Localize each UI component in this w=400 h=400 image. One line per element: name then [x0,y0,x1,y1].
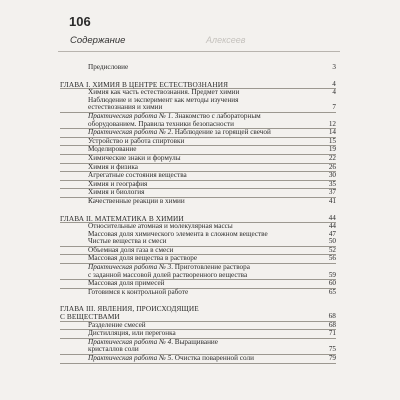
toc-entry-text: ГЛАВА I. ХИМИЯ В ЦЕНТРЕ ЕСТЕСТВОЗНАНИЯ [60,79,229,89]
toc-page-number: 59 [328,270,336,279]
practical-work-label: Практическая работа № 2 [88,128,172,137]
toc-page-number: 56 [328,254,336,263]
toc-entry-text: Моделирование [88,145,137,154]
toc-entry-text: с заданной массовой долей растворенного вещества [88,270,248,279]
toc-entry-line [60,313,320,321]
toc-entry[interactable] [60,97,336,113]
toc-entry[interactable] [60,113,336,129]
toc-entry-line [88,247,320,255]
toc-entry-text: Химия и биология [88,188,145,197]
practical-work-label: Практическая работа № 3 [88,263,172,272]
toc-entry-text: Массовая доля примесей [88,279,165,288]
page-header [58,14,340,52]
toc-page-number: 44 [328,222,336,231]
toc-entry[interactable] [60,198,336,206]
toc-entry-text: Качественные реакции в химии [88,196,185,205]
toc-entry-text: Дистилляция, или перегонка [88,329,176,338]
toc-entry-text: С ВЕЩЕСТВАМИ [60,312,120,322]
section-title: Содержание [70,35,126,46]
toc-entry-line [88,355,320,363]
toc-entry-text: Наблюдение и эксперимент как методы изучения [88,95,239,104]
toc-page-number: 30 [328,171,336,180]
toc-entry-text: кристаллов соли [88,345,139,354]
toc-page-number: 19 [328,145,336,154]
toc-entry-text: . Наблюдение за горящей свечой [171,128,271,137]
toc-entry-line [88,238,320,246]
toc-page-number: 26 [328,162,336,171]
toc-entry-text: Готовимся к контрольной работе [88,287,189,296]
toc-entry-text: Химические знаки и формулы [88,153,181,162]
toc-entry[interactable] [60,289,336,297]
toc-entry-text: Объемная доля газа в смеси [88,245,174,254]
toc-entry-line [88,255,320,263]
toc-entry-line [60,215,320,223]
toc-entry-text: . Очистка поваренной соли [171,354,254,362]
toc-entry-line [88,138,320,146]
toc-entry-text: Относительные атомная и молекулярная массы [88,222,233,231]
toc-entry-line [88,330,320,338]
toc-entry-text: Химия как часть естествознания. Предмет химии [88,88,240,97]
table-of-contents [60,64,336,364]
toc-entry-text: . Знакомство с лабораторным [171,111,261,120]
practical-work-label: Практическая работа № 1 [88,111,172,120]
toc-page-number: 14 [328,128,336,137]
toc-entry-line [88,155,320,163]
toc-entry-text: Устройство и работа спиртовки [88,136,185,145]
toc-entry-line [88,198,320,206]
toc-entry-text: Химия и география [88,179,148,188]
toc-page-number: 12 [328,119,336,128]
toc-entry-text: ГЛАВА II. МАТЕМАТИКА В ХИМИИ [60,213,184,223]
toc-entry-text: оборудованием. Правила техники безопасности [88,119,234,128]
toc-entry-text: естествознания и химии [88,103,163,112]
toc-entry-text: Массовая доля вещества в растворе [88,254,198,263]
toc-page-number: 60 [328,279,336,288]
toc-page-number: 50 [328,237,336,246]
bleed-through-text: Алексеев [206,35,246,45]
toc-page-number: 15 [328,136,336,145]
toc-page-number: 4 [332,88,336,97]
toc-entry-line [88,164,320,172]
toc-entry-text: Чистые вещества и смеси [88,237,167,246]
toc-page-number: 41 [328,196,336,205]
toc-page-number: 4 [332,79,336,88]
toc-entry-text: Массовая доля химического элемента в сложном веществе [88,229,268,238]
toc-entry-line [88,146,320,154]
toc-entry-line [88,181,320,189]
toc-page-number: 71 [328,329,336,338]
toc-entry-text: ГЛАВА III. ЯВЛЕНИЯ, ПРОИСХОДЯЩИЕ [60,304,199,314]
toc-page-number: 68 [328,320,336,329]
toc-entry-text: Химия и физика [88,162,138,171]
toc-entry-line [88,189,320,197]
toc-entry-line [88,121,320,129]
toc-page-number: 79 [328,354,336,362]
toc-page-number: 37 [328,188,336,197]
toc-entry-text: . Выращивание [171,337,218,346]
toc-entry-text: Агрегатные состояния вещества [88,171,187,180]
toc-entry-line [88,129,320,137]
toc-page-number: 7 [332,103,336,112]
toc-entry-line [88,289,320,297]
toc-entry-line [88,64,320,72]
toc-entry-line [60,81,320,89]
toc-entry-line [88,346,320,354]
practical-work-label: Практическая работа № 5 [88,354,172,362]
page-number: 106 [69,14,91,29]
toc-entry-text: Разделение смесей [88,320,146,329]
header-divider [58,51,340,52]
toc-page-number: 47 [328,229,336,238]
toc-page-number: 44 [328,213,336,222]
toc-page-number: 35 [328,179,336,188]
toc-page-number: 75 [328,345,336,354]
toc-page-number: 52 [328,245,336,254]
toc-entry[interactable] [60,64,336,72]
toc-entry-text: Предисловие [88,63,129,71]
toc-chapter[interactable] [60,305,336,321]
toc-page-number: 65 [328,287,336,296]
toc-entry[interactable] [60,264,336,280]
toc-entry-line [88,272,320,280]
toc-page-number: 68 [328,312,336,321]
toc-entry-text: . Приготовление раствора [171,263,250,272]
toc-entry-line [88,172,320,180]
toc-entry-line [88,104,320,112]
toc-entry[interactable] [60,339,336,355]
toc-entry[interactable] [60,355,336,364]
toc-page-number: 22 [328,153,336,162]
toc-entry-line [88,280,320,288]
toc-entry-line [88,322,320,330]
practical-work-label: Практическая работа № 4 [88,337,172,346]
toc-page-number: 3 [332,63,336,71]
